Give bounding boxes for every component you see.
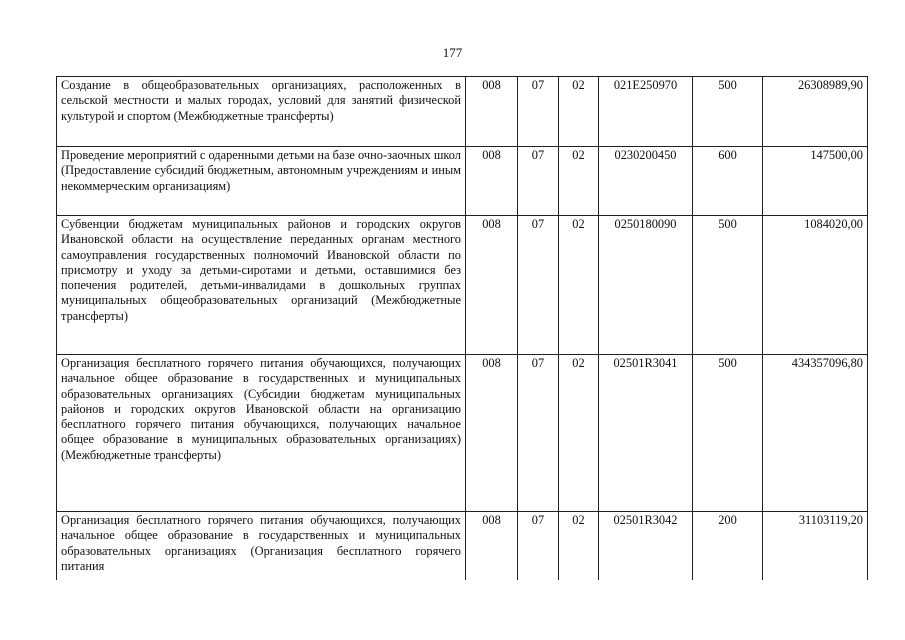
subsection-code: 02 bbox=[559, 355, 599, 512]
table-row bbox=[57, 355, 868, 512]
expense-type-code: 600 bbox=[693, 147, 763, 216]
target-article-code: 021E250970 bbox=[599, 77, 693, 147]
subsection-code: 02 bbox=[559, 77, 599, 147]
ministry-code: 008 bbox=[466, 512, 518, 580]
section-code: 07 bbox=[518, 355, 559, 512]
target-article-code: 02501R3041 bbox=[599, 355, 693, 512]
amount: 147500,00 bbox=[763, 147, 868, 216]
expense-type-code: 500 bbox=[693, 216, 763, 355]
row-description: Создание в общеобразовательных организациях, расположенных в сельской местности и малых городах, условий для занятий физической культурой и спортом (Межбюджетные трансферты) bbox=[57, 77, 466, 147]
expense-type-code: 200 bbox=[693, 512, 763, 580]
target-article-code: 0230200450 bbox=[599, 147, 693, 216]
target-article-code: 02501R3042 bbox=[599, 512, 693, 580]
budget-table bbox=[56, 76, 868, 580]
amount: 26308989,90 bbox=[763, 77, 868, 147]
table-row bbox=[57, 147, 868, 216]
subsection-code: 02 bbox=[559, 147, 599, 216]
row-description: Организация бесплатного горячего питания обучающихся, получающих начальное общее образование в государственных и муниципальных образовательных организациях (Организация бесплатного горячего питания bbox=[57, 512, 466, 580]
table-row bbox=[57, 512, 868, 580]
ministry-code: 008 bbox=[466, 216, 518, 355]
amount: 434357096,80 bbox=[763, 355, 868, 512]
expense-type-code: 500 bbox=[693, 77, 763, 147]
ministry-code: 008 bbox=[466, 355, 518, 512]
expense-type-code: 500 bbox=[693, 355, 763, 512]
subsection-code: 02 bbox=[559, 216, 599, 355]
table-row bbox=[57, 216, 868, 355]
target-article-code: 0250180090 bbox=[599, 216, 693, 355]
row-description: Проведение мероприятий с одаренными детьми на базе очно-заочных школ (Предоставление субсидий бюджетным, автономным учреждениям и иным некоммерческим организациям) bbox=[57, 147, 466, 216]
subsection-code: 02 bbox=[559, 512, 599, 580]
ministry-code: 008 bbox=[466, 147, 518, 216]
amount: 31103119,20 bbox=[763, 512, 868, 580]
section-code: 07 bbox=[518, 512, 559, 580]
section-code: 07 bbox=[518, 77, 559, 147]
ministry-code: 008 bbox=[466, 77, 518, 147]
row-description: Организация бесплатного горячего питания обучающихся, получающих начальное общее образование в государственных и муниципальных образовательных организациях (Субсидии бюджетам муниципальных районов и городских округов Ивановской области на организацию бесплатного горячего питания обучающихся, получающих начальное общее образование в муниципальных образовательных организациях) (Межбюджетные трансферты) bbox=[57, 355, 466, 512]
section-code: 07 bbox=[518, 216, 559, 355]
amount: 1084020,00 bbox=[763, 216, 868, 355]
table-row bbox=[57, 77, 868, 147]
row-description: Субвенции бюджетам муниципальных районов и городских округов Ивановской области на осуществление переданных органам местного самоуправления государственных полномочий Ивановской области по присмотру и уходу за детьми-сиротами и детьми, оставшимися без попечения родителей, детьми-инвалидами в дошкольных группах муниципальных общеобразовательных организаций (Межбюджетные трансферты) bbox=[57, 216, 466, 355]
page-number: 177 bbox=[442, 45, 463, 60]
section-code: 07 bbox=[518, 147, 559, 216]
